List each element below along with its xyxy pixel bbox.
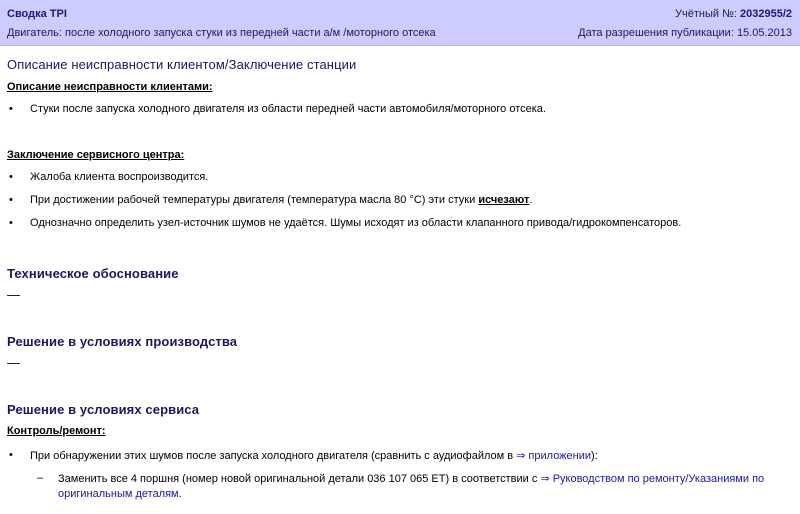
service-conclusion-item-2 <box>30 194 532 206</box>
bullet: • <box>9 217 13 229</box>
client-description-item: Стуки после запуска холодного двигателя из области передней части автомобиля/моторного отсека. <box>30 103 546 115</box>
dash: – <box>37 472 44 484</box>
document-number-label: Учётный №: <box>675 8 737 20</box>
bullet: • <box>9 103 13 115</box>
service-conclusion-item-2-end: . <box>529 194 533 206</box>
production-content: — <box>7 355 20 370</box>
service-conclusion-item-2-text: При достижении рабочей температуры двигателя (температура масла 80 °C) эти стуки <box>30 194 479 206</box>
document-title: Сводка TPI <box>7 8 67 20</box>
repair-manual-link[interactable]: ⇒ Руководством по ремонту/Указаниями по оригинальным деталям <box>58 473 765 500</box>
service-conclusion-label: Заключение сервисного центра: <box>7 149 185 161</box>
control-repair-label: Контроль/ремонт: <box>7 425 106 437</box>
section-heading-complaint: Описание неисправности клиентом/Заключение станции <box>7 57 357 72</box>
technical-content: — <box>7 287 20 302</box>
service-solution-item <box>30 449 598 462</box>
bullet: • <box>9 171 13 183</box>
document-header <box>0 0 800 46</box>
service-solution-text: При обнаружении этих шумов после запуска холодного двигателя (сравнить с аудиофайлом в <box>30 450 517 462</box>
publication-date: Дата разрешения публикации: 15.05.2013 <box>578 27 792 39</box>
service-conclusion-item-3: Однозначно определить узел-источник шумов не удаётся. Шумы исходят из области клапанного привода/гидрокомпенсаторов. <box>30 217 682 229</box>
client-description-label: Описание неисправности клиентами: <box>7 81 213 93</box>
document-subtitle: Двигатель: после холодного запуска стуки из передней части а/м /моторного отсека <box>7 27 436 39</box>
bullet: • <box>9 449 13 461</box>
document-number-value: 2032955/2 <box>740 8 792 20</box>
section-heading-production: Решение в условиях производства <box>7 334 238 349</box>
replace-pistons-text: Заменить все 4 поршня (номер новой оригинальной детали 036 107 065 ET) в соответствии с <box>58 473 541 485</box>
attachment-link[interactable]: ⇒ приложении <box>516 450 592 462</box>
section-heading-technical: Техническое обоснование <box>7 266 179 281</box>
replace-pistons-item <box>58 472 788 502</box>
service-solution-end: ): <box>591 450 598 462</box>
service-conclusion-item-1: Жалоба клиента воспроизводится. <box>30 171 209 183</box>
replace-pistons-end: . <box>178 488 182 500</box>
document-number <box>675 8 792 20</box>
disappear-emphasis: исчезают <box>478 194 530 206</box>
section-heading-service: Решение в условиях сервиса <box>7 402 200 417</box>
bullet: • <box>9 194 13 206</box>
